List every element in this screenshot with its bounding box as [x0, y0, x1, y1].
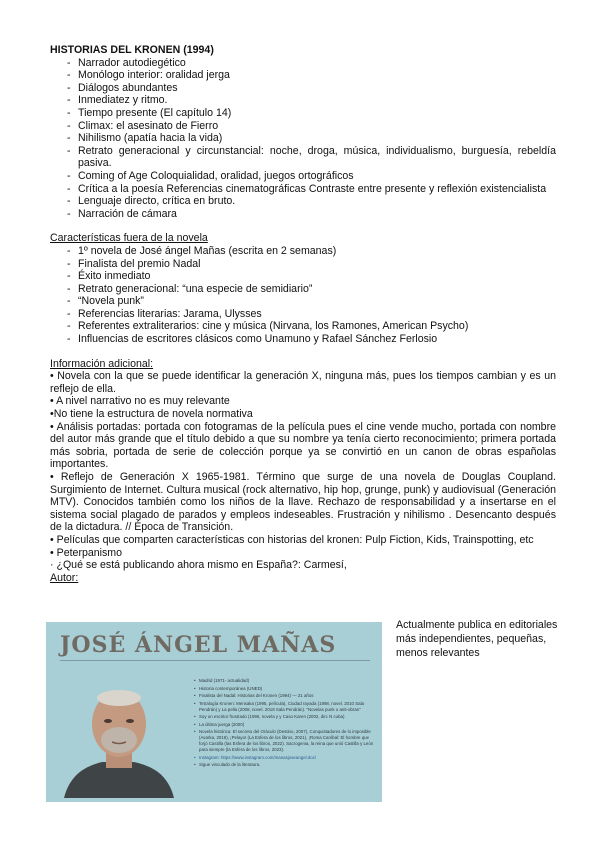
list-item: - Éxito inmediato [50, 270, 556, 283]
list-item: - “Novela punk” [50, 295, 556, 308]
list-item: - Influencias de escritores clásicos como Unamuno y Rafael Sánchez Ferlosio [50, 333, 556, 346]
author-facts-list [194, 678, 374, 770]
list-item: - Retrato generacional y circunstancial: noche, droga, música, individualismo, burguesía, rebeldía pasiva. [50, 145, 556, 170]
list-item: - Referencias literarias: Jarama, Ulysses [50, 308, 556, 321]
author-card-image [46, 622, 382, 802]
list-item: - Retrato generacional: “una especie de semidiario” [50, 283, 556, 296]
main-points-list [50, 57, 556, 221]
instagram-link[interactable]: • Instagram: https://www.instagram.com/manasjoseangel.doc/ [194, 755, 374, 761]
list-item: - Inmediatez y ritmo. [50, 94, 556, 107]
document-body [50, 44, 556, 584]
list-item: • Madrid (1971- actualidad) [194, 678, 374, 684]
paragraph: · ¿Qué se está publicando ahora mismo en España?: Carmesí, [50, 559, 347, 572]
list-item: - Coming of Age Coloquialidad, oralidad, juegos ortográficos [50, 170, 556, 183]
author-photo [56, 674, 180, 798]
list-item: - Nihilismo (apatía hacia la vida) [50, 132, 556, 145]
paragraph: • Novela con la que se puede identificar la generación X, ninguna más, pues los tiempos cambian y es un reflejo de ella. [50, 370, 556, 395]
paragraph: • A nivel narrativo no es muy relevante [50, 395, 230, 408]
additional-section-title: Información adicional: [50, 357, 154, 370]
list-item: - Monólogo interior: oralidad jerga [50, 69, 556, 82]
paragraph: • Películas que comparten características con historias del kronen: Pulp Fiction, Kids, Trainspotting, etc [50, 533, 534, 546]
page-title: HISTORIAS DEL KRONEN (1994) [50, 44, 214, 56]
paragraph: • Reflejo de Generación X 1965-1981. Término que surge de una novela de Douglas Coupland. Surgimiento de Internet. Cultura musical (rock alternativo, hip hop, grunge, punk) y audiovisual (Generación MTV). Conocidos también como los niños de la llave. Rechazo de responsabilidad y a insertarse en el sistema social plagado de parados y empleos indeseables. Frustración y nihilismo . Desencanto después de la dictadura. // Época de Transición. [50, 471, 556, 534]
list-item: - Referentes extraliterarios: cine y música (Nirvana, los Ramones, American Psycho) [50, 320, 556, 333]
author-name: JOSÉ ÁNGEL MAÑAS [60, 632, 337, 658]
divider [60, 660, 370, 661]
list-item: • La última juerga (2000) [194, 722, 374, 728]
list-item: - Narrador autodiegético [50, 57, 556, 70]
list-item: - Crítica a la poesía Referencias cinematográficas Contraste entre presente y reflexión existencialista [50, 183, 556, 196]
list-item: - Climax: el asesinato de Fierro [50, 120, 556, 133]
list-item: • Tetralogía Kronen: Mensaka (1995, película), Ciudad rayada (1998, novel. 2010 Sala Pendrán) y La pella (2008, novel. 2018 Sala Pendrán). "Novelas punk o anti-obras" [194, 701, 374, 713]
list-item: - Diálogos abundantes [50, 82, 556, 95]
author-heading: Autor: [50, 571, 79, 584]
list-item: • Finalista del Nadal: Historias del Kronen (1994) — 21 años [194, 693, 374, 699]
list-item: • Soy un escritor frustrado (1996, novela y y Caso Karen (2002, dirc N cuba) [194, 714, 374, 720]
list-item: - Tiempo presente (El capítulo 14) [50, 107, 556, 120]
list-item: - Narración de cámara [50, 208, 556, 221]
paragraph: • Peterpanismo [50, 546, 123, 559]
list-item: - Lenguaje directo, crítica en bruto. [50, 195, 556, 208]
paragraph: •No tiene la estructura de novela normativa [50, 408, 253, 421]
list-item: - 1º novela de José ángel Mañas (escrita en 2 semanas) [50, 245, 556, 258]
paragraph: • Análisis portadas: portada con fotogramas de la película pues el cine vende mucho, portada con nombre del autor más grande que el título debido a que su nombre ya tenía cierto reconocimiento; primera portada más sobria, portada de serie de colección porque ya se convirtió en un canon de obras españolas importantes. [50, 420, 556, 471]
list-item: • Historia contemporánea (UNED) [194, 686, 374, 692]
outside-section-title: Características fuera de la novela [50, 232, 208, 245]
side-note: Actualmente publica en editoriales más independientes, pequeñas, menos relevantes [396, 619, 558, 659]
outside-points-list [50, 245, 556, 346]
list-item: - Finalista del premio Nadal [50, 258, 556, 271]
list-item: • Sigue vinculado de la literatura. [194, 762, 374, 768]
list-item: • Novela histórica: El secreto del Oráculo (Destino, 2007), Conquistadores de lo imposible (Avarka, 2018), ¡Pelayo! (La Esfera de los libros, 2021), ¡Roma Caníbal: El hombre que forjó Castilla (las Esfera de los libros, 2022). Sacrogenia, la reina que unió Castilla y León para siempre (la Esfera de los libros, 2023). [194, 729, 374, 753]
